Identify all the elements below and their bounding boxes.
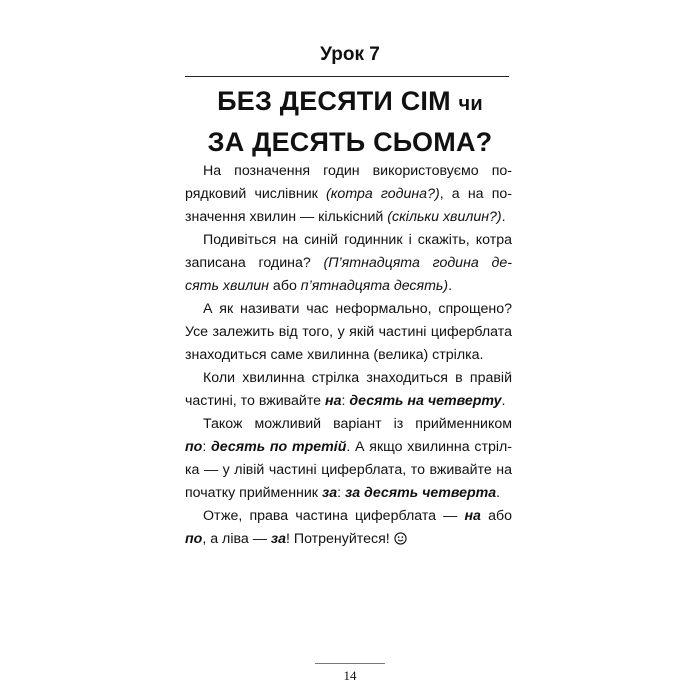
text-line [185, 206, 512, 229]
text-line [185, 298, 512, 321]
text-run: Також можливий варіант із прийменником [203, 416, 512, 432]
bold-italic-run: за [270, 531, 286, 547]
bold-italic-run: десять по третій [211, 439, 347, 455]
text-run: рядковий числівник [185, 186, 326, 202]
text-run: початку прийменник [185, 485, 322, 501]
text-run: Усе залежить від того, у якій частині циферблата [185, 324, 512, 340]
title-line-1-main: БЕЗ ДЕСЯТИ СІМ [217, 86, 451, 116]
title-divider [185, 76, 509, 77]
text-run: значення хвилин — кількісний [185, 209, 388, 225]
bold-italic-run: на [464, 508, 481, 524]
title-connector: чи [458, 93, 483, 115]
bold-italic-run: десять на четверту [349, 393, 502, 409]
text-line [185, 344, 512, 367]
text-line [185, 459, 512, 482]
smiley-icon [394, 532, 407, 545]
text-run: Отже, права частина циферблата — [203, 508, 465, 524]
text-run: Коли хвилинна стрілка знаходиться в правій [203, 370, 512, 386]
bold-italic-run: на [325, 393, 342, 409]
lesson-number: Урок 7 [320, 44, 380, 65]
text-run: або [268, 278, 301, 294]
text-run: ! Потренуйтеся! [285, 531, 390, 547]
text-run: Подивіться на синій годинник і скажіть, котра [203, 232, 512, 248]
italic-run: (скільки хвилин?) [387, 209, 502, 225]
italic-run: (П’ятнадцята година де- [323, 255, 512, 271]
text-run: А як називати час неформально, спрощено? [203, 301, 512, 317]
text-run: частині, то вживайте [185, 393, 325, 409]
text-run: . А якщо хвилинна стріл- [346, 439, 513, 455]
lesson-body [185, 160, 512, 551]
footer-divider [315, 663, 385, 664]
text-run: , а на по- [439, 186, 513, 202]
bold-italic-run: по [185, 439, 203, 455]
bold-italic-run: за десять четверта [344, 485, 497, 501]
italic-run: п’ятнадцята десять) [300, 278, 449, 294]
text-line [185, 160, 512, 183]
text-run: або [480, 508, 512, 524]
chapter-title [150, 82, 550, 161]
text-line [185, 528, 512, 551]
text-line [185, 183, 512, 206]
text-line [185, 505, 512, 528]
text-line [185, 252, 512, 275]
text-run: знаходиться саме хвилинна (велика) стрілка. [185, 347, 484, 363]
text-run: : [341, 393, 350, 409]
text-line [185, 390, 512, 413]
text-line [185, 321, 512, 344]
text-run: : [337, 485, 345, 501]
italic-run: (котра година?) [326, 186, 440, 202]
text-line [185, 229, 512, 252]
text-run: ка — у лівій частині циферблата, то вживайте на [185, 462, 512, 478]
text-line [185, 482, 512, 505]
text-run: . [448, 278, 453, 294]
text-run: записана година? [185, 255, 324, 271]
text-run: , а ліва — [202, 531, 271, 547]
text-run: . [496, 485, 501, 501]
text-run: . [501, 393, 506, 409]
title-line-1 [150, 82, 550, 123]
text-run: На позначення годин використовуємо по- [203, 163, 512, 179]
text-run: : [202, 439, 212, 455]
text-run: . [501, 209, 506, 225]
text-line [185, 275, 512, 298]
italic-run: сять хвилин [185, 278, 269, 294]
bold-italic-run: за [321, 485, 338, 501]
text-line [185, 413, 512, 436]
bold-italic-run: по [185, 531, 203, 547]
title-line-2: ЗА ДЕСЯТЬ СЬОМА? [207, 127, 493, 157]
text-line [185, 436, 512, 459]
page-number: 14 [343, 668, 357, 683]
text-line [185, 367, 512, 390]
